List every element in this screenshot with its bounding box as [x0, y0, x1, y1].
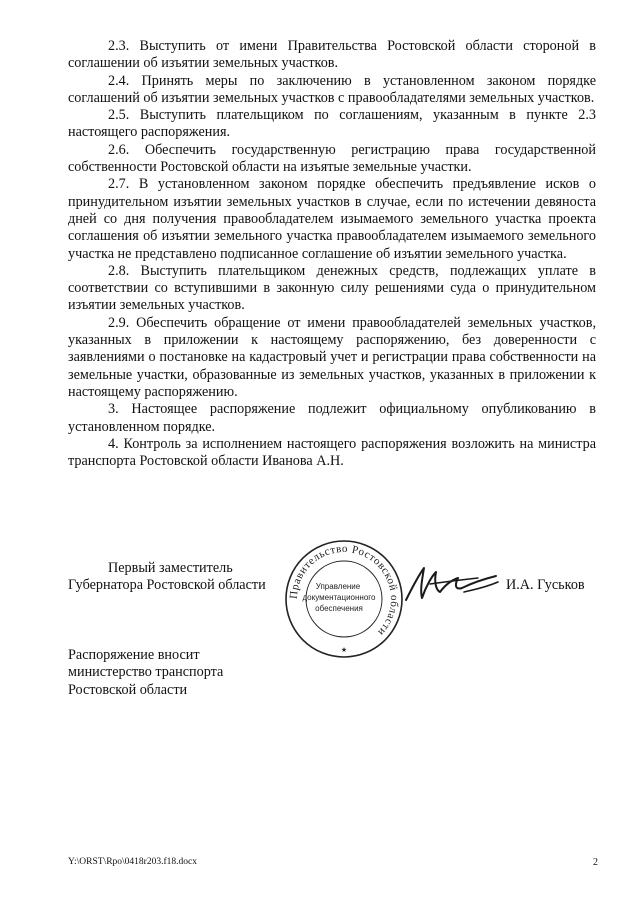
seal-center-line3: обеспечения — [315, 604, 363, 613]
seal-center-line2: документационного — [302, 593, 376, 602]
paragraph-4: 4. Контроль за исполнением настоящего распоряжения возложить на министра транспорта Ростовской области Иванова А.Н. — [68, 435, 596, 470]
signatory-title — [68, 560, 266, 595]
seal-star-icon: ★ — [340, 646, 348, 654]
submitter-line3: Ростовской области — [68, 681, 188, 698]
paragraph-2-4: 2.4. Принять меры по заключению в установленном законом порядке соглашений об изъятии земельных участков с правообладателями земельных участков. — [68, 72, 596, 106]
submitter-line2: министерство транспорта — [68, 664, 224, 681]
document-body — [68, 38, 596, 470]
seal-ring-text: Правительство Ростовской области — [287, 542, 401, 639]
paragraph-2-6: 2.6. Обеспечить государственную регистрацию права государственной собственности Ростовской области на изъятые земельные участки. — [68, 141, 596, 176]
footer-file-path: Y:\ORST\Rpo\0418r203.f18.docx — [68, 857, 197, 867]
signatory-title-line2: Губернатора Ростовской области — [68, 577, 266, 594]
submitter-line1: Распоряжение вносит — [68, 647, 200, 663]
seal-center-line1: Управление — [315, 582, 361, 591]
signatory-name: И.А. Гуськов — [506, 577, 585, 593]
paragraph-3: 3. Настоящее распоряжение подлежит официальному опубликованию в установленном порядке. — [68, 401, 596, 435]
handwritten-signature — [400, 562, 504, 606]
signatory-title-line1: Первый заместитель — [108, 560, 233, 576]
submitter-block — [68, 647, 223, 699]
paragraph-2-5: 2.5. Выступить плательщиком по соглашениям, указанным в пункте 2.3 настоящего распоряжения. — [68, 107, 596, 141]
paragraph-2-3: 2.3. Выступить от имени Правительства Ростовской области стороной в соглашении об изъятии земельных участков. — [68, 38, 596, 72]
official-seal — [282, 537, 406, 661]
page-number: 2 — [593, 857, 598, 868]
paragraph-2-8: 2.8. Выступить плательщиком денежных средств, подлежащих уплате в соответствии со вступившими в законную силу решениями суда о принудительном изъятии земельных участков. — [68, 262, 596, 314]
paragraph-2-9: 2.9. Обеспечить обращение от имени правообладателей земельных участков, указанных в приложении к настоящему распоряжению, без доверенности с заявлениями о постановке на кадастровый учет и регистрации права собственности на земельные участки, образованные из земельных участков, указанных в приложении к настоящему распоряжению. — [68, 314, 596, 400]
paragraph-2-7: 2.7. В установленном законом порядке обеспечить предъявление исков о принудительном изъятии земельных участков в случае, если по истечении девяноста дней со дня получения правообладателем изымаемого земельного участка проекта соглашения об изъятии земельного участка правообладателем изымаемого земельного участка не представлено подписанное соглашение об изъятии земельного участка. — [68, 176, 596, 262]
